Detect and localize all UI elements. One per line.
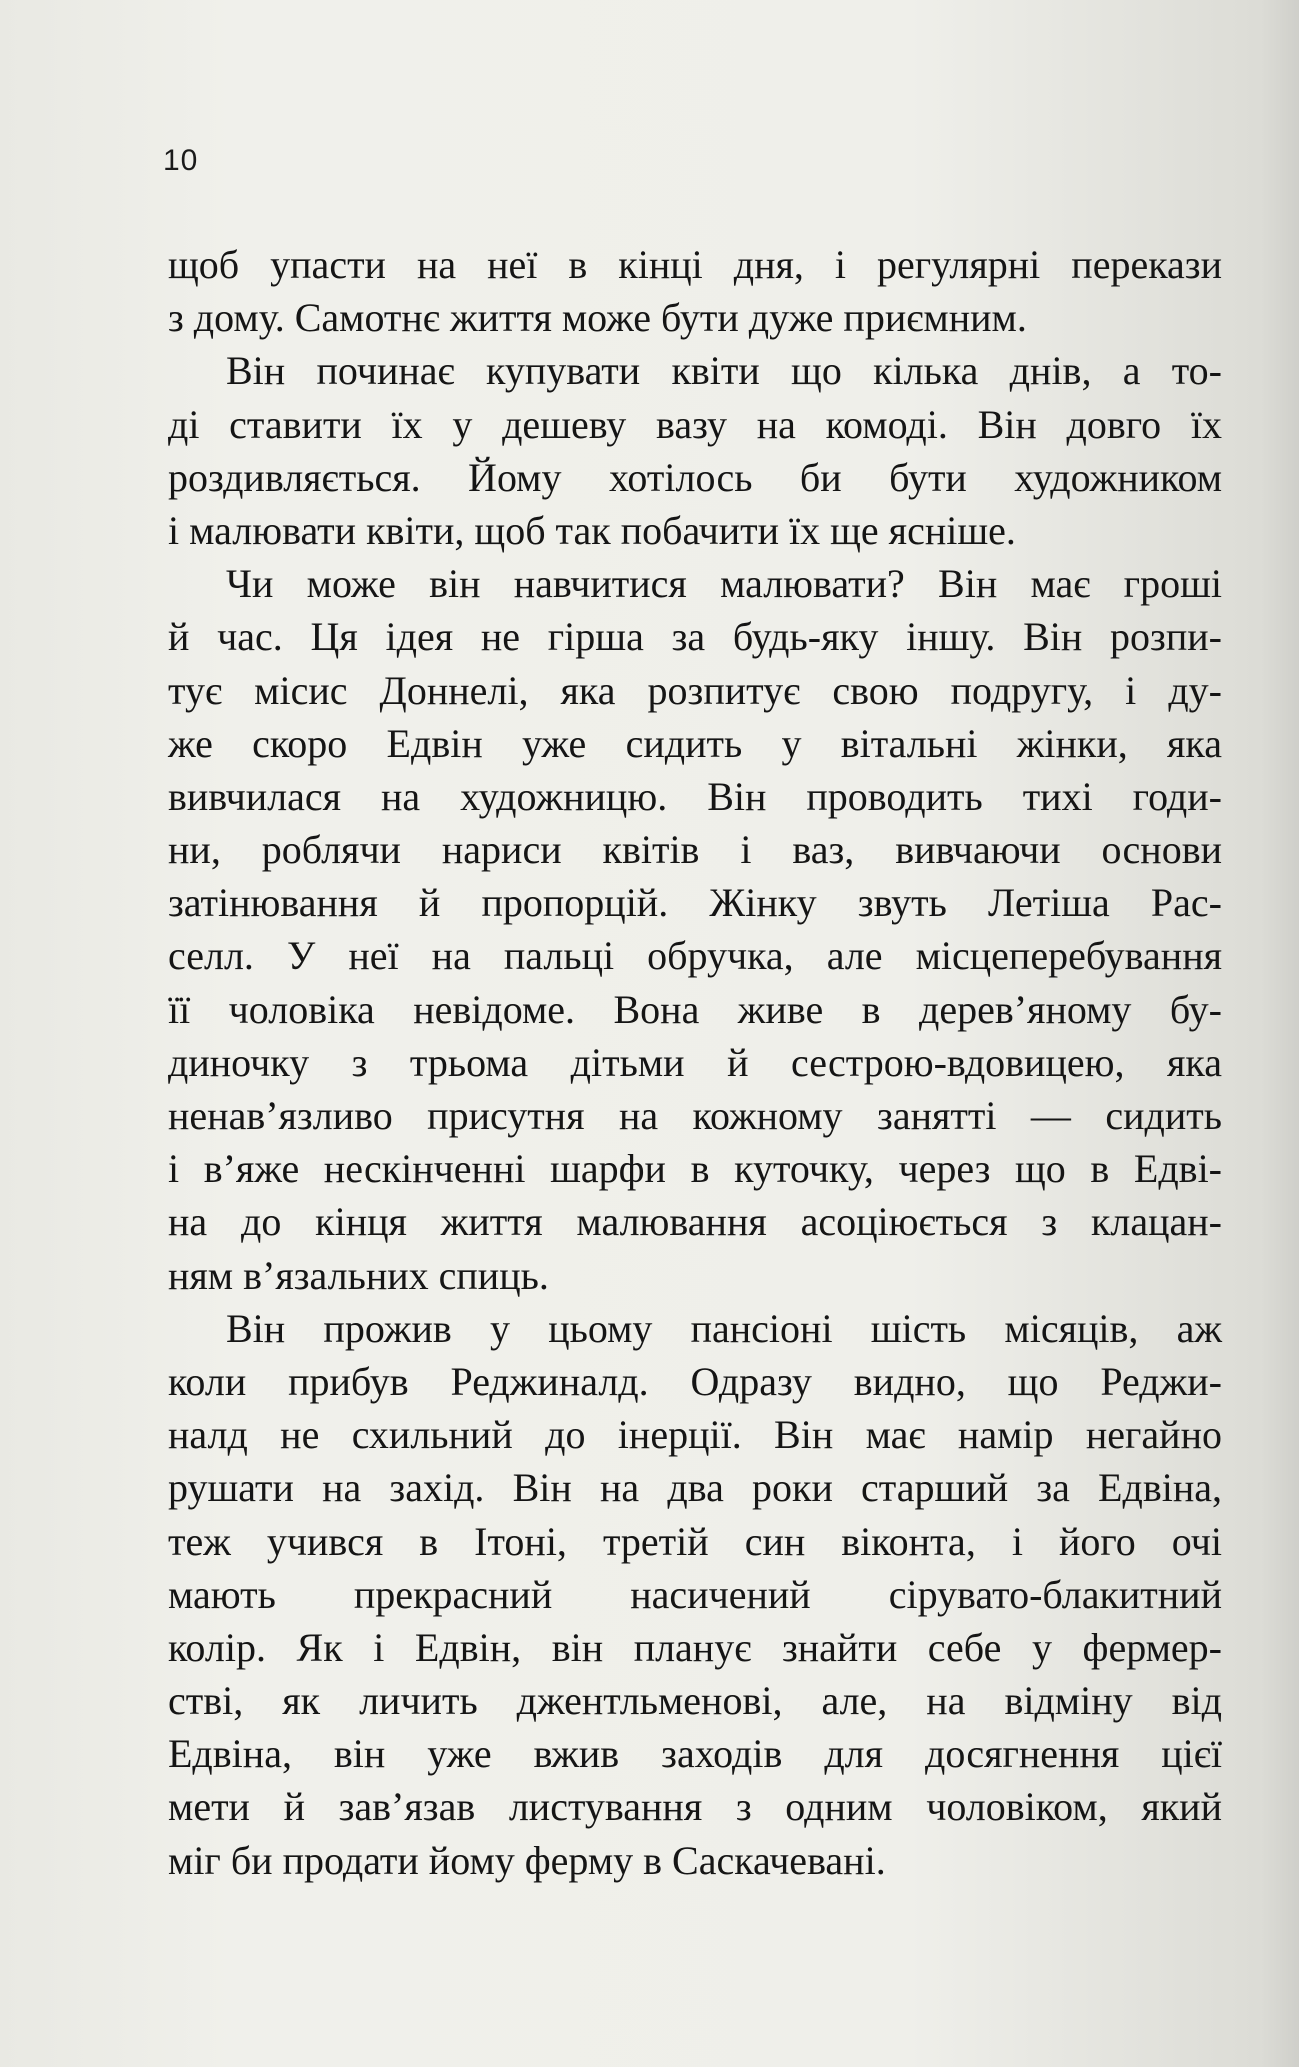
text-line: її чоловіка невідоме. Вона живе в дерев’яному бу- <box>168 986 1222 1032</box>
text-line: налд не схильний до інерції. Він має намір негайно <box>168 1412 1222 1458</box>
text-line: щоб упасти на неї в кінці дня, і регулярні перекази <box>168 242 1222 287</box>
page-number: 10 <box>163 144 199 177</box>
text-line: ненав’язливо присутня на кожному занятті — сидить <box>168 1093 1222 1138</box>
text-line: Він прожив у цьому пансіоні шість місяців, аж <box>226 1305 1222 1351</box>
text-line: Чи може він навчитися малювати? Він має гроші <box>226 561 1222 607</box>
text-line: ді ставити їх у дешеву вазу на комоді. Він довго їх <box>168 401 1222 447</box>
text-line: рушати на захід. Він на два роки старший за Едвіна, <box>168 1465 1222 1511</box>
text-line: і в’яже нескінченні шарфи в куточку, через що в Едві- <box>168 1146 1222 1192</box>
text-line: з дому. Самотнє життя може бути дуже приємним. <box>168 295 1027 341</box>
text-line: міг би продати йому ферму в Саскачевані. <box>168 1837 886 1883</box>
text-line: стві, як личить джентльменові, але, на відміну від <box>168 1678 1222 1724</box>
text-line: й час. Ця ідея не гірша за будь-яку іншу. Він розпи- <box>168 614 1222 660</box>
text-line: Едвіна, він уже вжив заходів для досягнення цієї <box>168 1731 1222 1777</box>
text-line: мети й зав’язав листування з одним чоловіком, який <box>168 1784 1222 1830</box>
body-text <box>168 238 1222 1887</box>
text-line: ням в’язальних спиць. <box>168 1252 549 1298</box>
text-line: теж учився в Ітоні, третій син віконта, і його очі <box>168 1518 1222 1564</box>
text-line: затінювання й пропорцій. Жінку звуть Летіша Рас- <box>168 880 1222 926</box>
text-line: диночку з трьома дітьми й сестрою-вдовицею, яка <box>168 1039 1222 1085</box>
text-line: же скоро Едвін уже сидить у вітальні жінки, яка <box>168 720 1222 766</box>
text-line: мають прекрасний насичений сірувато-блакитний <box>168 1571 1222 1617</box>
text-line: вивчилася на художницю. Він проводить тихі годи- <box>168 773 1222 819</box>
text-line: селл. У неї на пальці обручка, але місцеперебування <box>168 933 1222 979</box>
text-line: на до кінця життя малювання асоціюється з клацан- <box>168 1199 1222 1245</box>
text-line: і малювати квіти, щоб так побачити їх ще ясніше. <box>168 507 1016 553</box>
text-line: роздивляється. Йому хотілось би бути художником <box>168 454 1222 500</box>
text-line: ни, роблячи нариси квітів і ваз, вивчаючи основи <box>168 827 1222 873</box>
text-line: колір. Як і Едвін, він планує знайти себе у фермер- <box>168 1624 1222 1670</box>
text-line: Він починає купувати квіти що кілька днів, а то- <box>226 348 1222 394</box>
text-line: коли прибув Реджиналд. Одразу видно, що Реджи- <box>168 1358 1222 1404</box>
text-line: тує місис Доннелі, яка розпитує свою подругу, і ду- <box>168 667 1222 713</box>
